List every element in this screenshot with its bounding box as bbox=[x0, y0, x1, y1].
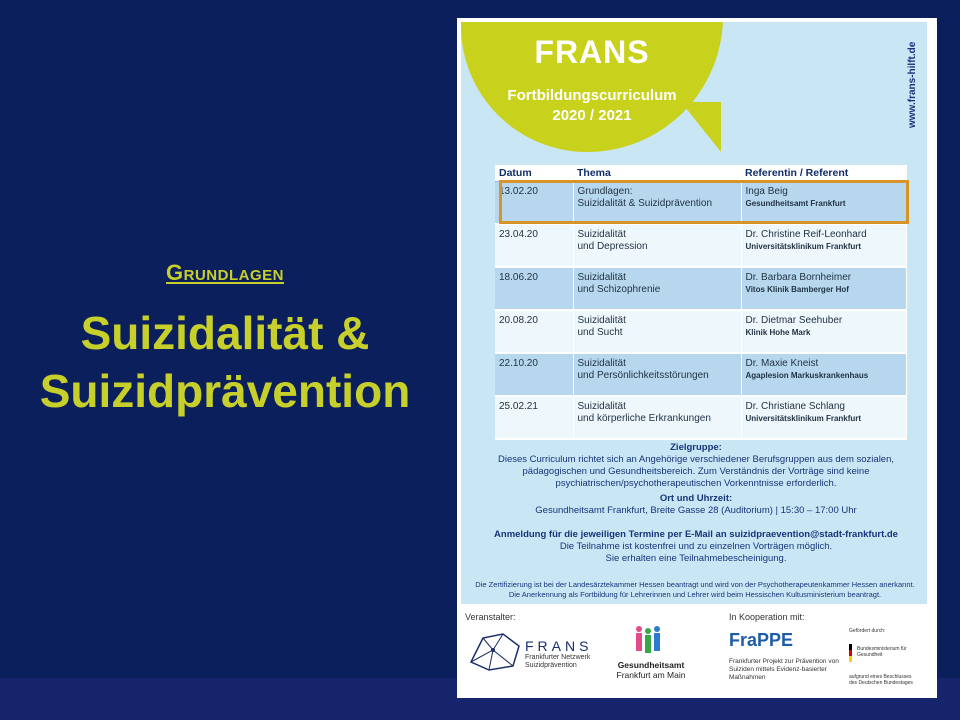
speaker-name: Inga Beig bbox=[745, 186, 788, 197]
row-date: 22.10.20 bbox=[495, 353, 573, 396]
gesund-line: Frankfurt am Main bbox=[616, 670, 686, 680]
cooperation-label: In Kooperation mit: bbox=[729, 612, 805, 622]
topic-line: Suizidalität bbox=[577, 315, 626, 326]
row-topic bbox=[573, 396, 741, 439]
topic-line: und Schizophrenie bbox=[577, 284, 661, 295]
bmg-note: aufgrund eines Beschlusses des Deutschen Bundestages bbox=[849, 674, 913, 686]
organizer-label: Veranstalter: bbox=[465, 612, 516, 622]
col-header-speaker: Referentin / Referent bbox=[741, 165, 907, 182]
target-text: Dieses Curriculum richtet sich an Angehörige verschiedener Berufsgruppen aus dem sozialen, pädagogischen und Gesundheitsbereich. Zum Verständnis der Vorträge sind keine psychiatrischen/psychotherapeutischen Vorkenntnisse erforderlich. bbox=[497, 454, 895, 489]
topic-line: Suizidalität & Suizidprävention bbox=[577, 198, 713, 209]
row-date: 23.04.20 bbox=[495, 224, 573, 267]
poster-subtitle bbox=[461, 86, 723, 126]
headline-line-1: Suizidalität & bbox=[80, 307, 370, 359]
gesund-line: Gesundheitsamt bbox=[617, 660, 685, 670]
row-topic bbox=[573, 353, 741, 396]
frans-network-logo-icon bbox=[469, 632, 521, 672]
topic-line: Suizidalität bbox=[577, 401, 626, 412]
gesundheitsamt-people-icon bbox=[633, 624, 663, 658]
speaker-org: Vitos Klinik Bamberger Hof bbox=[745, 285, 849, 294]
place-text: Gesundheitsamt Frankfurt, Breite Gasse 28 (Auditorium) | 15:30 – 17:00 Uhr bbox=[535, 505, 857, 516]
german-flag-icon bbox=[849, 644, 852, 662]
row-speaker bbox=[741, 353, 907, 396]
topic-line: Suizidalität bbox=[577, 358, 626, 369]
row-topic bbox=[573, 310, 741, 353]
speaker-name: Dr. Dietmar Seehuber bbox=[745, 315, 843, 326]
frans-sub-line: Frankfurter Netzwerk bbox=[525, 654, 591, 661]
frans-sub-line: Suizidprävention bbox=[525, 662, 577, 669]
topic-line: Suizidalität bbox=[577, 272, 626, 283]
table-row bbox=[495, 224, 907, 267]
speaker-name: Dr. Maxie Kneist bbox=[745, 358, 819, 369]
frans-logo-subtitle bbox=[525, 654, 590, 670]
frappe-logo-text: FraPPE bbox=[729, 630, 794, 650]
topic-line: Suizidalität bbox=[577, 229, 626, 240]
curriculum-year: 2020 / 2021 bbox=[552, 107, 632, 124]
curriculum-label: Fortbildungscurriculum bbox=[507, 87, 677, 104]
row-topic bbox=[573, 267, 741, 310]
frappe-subtitle: Frankfurter Projekt zur Prävention von Suiziden mittels Evidenz-basierter Maßnahmen bbox=[729, 658, 839, 681]
speaker-org: Universitätsklinikum Frankfurt bbox=[745, 414, 862, 423]
disclaimer: Die Zertifizierung ist bei der Landesärztekammer Hessen beantragt und wird von der Psychotherapeutenkammer Hessen anerkannt. Die Anerkennung als Fortbildung für Lehrerinnen und Lehrer wird beim Hessischen Kultusministerium beantragt. bbox=[475, 580, 915, 599]
poster-brand: FRANS bbox=[534, 34, 650, 70]
speaker-org: Universitätsklinikum Frankfurt bbox=[745, 242, 862, 251]
speaker-name: Dr. Christine Reif-Leonhard bbox=[745, 229, 867, 240]
table-row bbox=[495, 310, 907, 353]
free-text: Die Teilnahme ist kostenfrei und zu einzelnen Vorträgen möglich. bbox=[559, 541, 833, 552]
table-row bbox=[495, 396, 907, 439]
website-label: www.frans-hilft.de bbox=[907, 42, 918, 129]
register-text: Anmeldung für die jeweiligen Termine per E-Mail an suizidpraevention@stadt-frankfurt.de bbox=[494, 529, 898, 540]
table-row bbox=[495, 353, 907, 396]
slide-kicker: Grundlagen bbox=[166, 260, 284, 285]
place-heading: Ort und Uhrzeit: bbox=[659, 493, 733, 504]
col-header-date: Datum bbox=[495, 165, 573, 182]
col-header-topic: Thema bbox=[573, 165, 741, 182]
slide-title-block bbox=[0, 260, 450, 420]
poster-content bbox=[461, 22, 927, 604]
speaker-name: Dr. Barbara Bornheimer bbox=[745, 272, 852, 283]
row-date: 20.08.20 bbox=[495, 310, 573, 353]
frans-logo-text: FRANS bbox=[525, 638, 593, 654]
headline-line-2: Suizidprävention bbox=[39, 365, 411, 417]
target-heading: Zielgruppe: bbox=[670, 442, 722, 453]
bmg-name: Bundesministerium für Gesundheit bbox=[857, 646, 907, 658]
table-row bbox=[495, 267, 907, 310]
speaker-org: Gesundheitsamt Frankfurt bbox=[745, 199, 846, 208]
row-date: 13.02.20 bbox=[495, 182, 573, 225]
row-date: 25.02.21 bbox=[495, 396, 573, 439]
topic-line: und körperliche Erkrankungen bbox=[577, 413, 711, 424]
poster-image bbox=[457, 18, 937, 698]
topic-line: und Sucht bbox=[577, 327, 623, 338]
topic-line: Grundlagen: bbox=[577, 186, 633, 197]
row-speaker bbox=[741, 310, 907, 353]
poster-footer bbox=[461, 608, 927, 696]
speaker-name: Dr. Christiane Schlang bbox=[745, 401, 845, 412]
certificate-text: Sie erhalten eine Teilnahmebescheinigung. bbox=[605, 553, 787, 564]
bmg-funded-label: Gefördert durch: bbox=[849, 628, 886, 634]
row-speaker bbox=[741, 396, 907, 439]
row-topic bbox=[573, 224, 741, 267]
poster-info bbox=[481, 442, 911, 565]
slide-headline bbox=[0, 304, 450, 420]
speaker-org: Agaplesion Markuskrankenhaus bbox=[745, 371, 869, 380]
topic-line: und Depression bbox=[577, 241, 648, 252]
row-date: 18.06.20 bbox=[495, 267, 573, 310]
topic-line: und Persönlichkeitsstörungen bbox=[577, 370, 709, 381]
row-speaker bbox=[741, 267, 907, 310]
highlight-box bbox=[499, 180, 909, 224]
row-speaker bbox=[741, 224, 907, 267]
gesundheitsamt-logo-text bbox=[611, 660, 691, 680]
speaker-org: Klinik Hohe Mark bbox=[745, 328, 811, 337]
